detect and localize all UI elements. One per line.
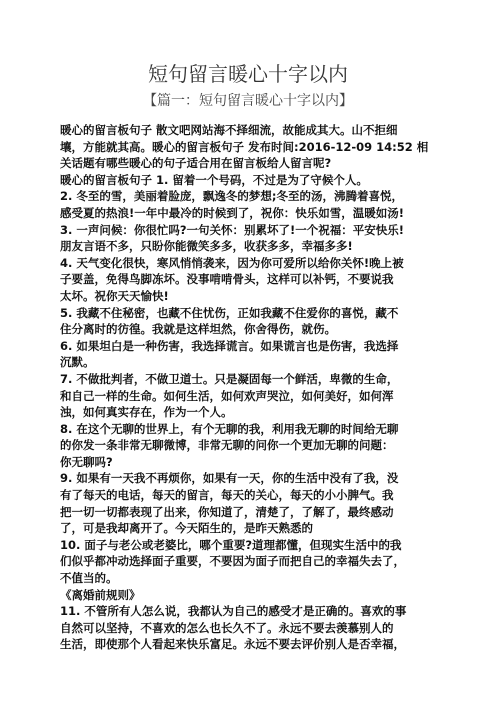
body-line: 浊，如何真实存在，作为一个人。	[60, 405, 233, 420]
body-line: 10. 面子与老公或老婆比，哪个重要?道理都懂，但现实生活中的我	[60, 537, 402, 552]
body-line: 朋友言语不多，只盼你能微笑多多，收获多多，幸福多多!	[60, 239, 353, 254]
body-line: 不值当的。	[60, 571, 118, 586]
body-line: 有了每天的电话，每天的留言，每天的关心，每天的小小脾气。我	[60, 488, 394, 503]
body-line: 4. 天气变化很快，寒风悄悄袭来，因为你可爱所以给你关怀!晚上被	[60, 255, 404, 270]
body-line: 自然可以坚持，不喜欢的怎么也长久不了。永远不要去羡慕别人的	[60, 620, 394, 635]
body-line: 暖心的留言板句子 1. 留着一个号码，不过是为了守候个人。	[60, 172, 368, 187]
body-line: 9. 如果有一天我不再烦你，如果有一天，你的生活中没有了我，没	[60, 471, 399, 486]
body-line: 把一切一切都表现了出来，你知道了，清楚了，了解了，最终感动	[60, 504, 394, 519]
body-line: 感受夏的热浪!一年中最冷的时候到了，祝你：快乐如雪，温暖如汤!	[60, 205, 404, 220]
body-line: 7. 不做批判者，不做卫道士。只是凝固每一个鲜活，卑微的生命，	[60, 371, 399, 386]
body-line: 沉默。	[60, 355, 95, 370]
body-line: 们似乎都冲动选择面子重要，不要因为面子而把自己的幸福失去了，	[60, 554, 405, 569]
body-line: 关话题有哪些暖心的句子适合用在留言板给人留言呢?	[60, 156, 332, 171]
body-line: 5. 我藏不住秘密，也藏不住忧伤，正如我藏不住爱你的喜悦，藏不	[60, 305, 399, 320]
body-line: 太坏。祝你天天愉快!	[60, 288, 169, 303]
body-line: 生活，即使那个人看起来快乐富足。永远不要去评价别人是否幸福，	[60, 637, 405, 652]
body-line: 《离婚前规则》	[60, 587, 141, 602]
body-line: 和自己一样的生命。如何生活，如何欢声哭泣，如何美好，如何浑	[60, 388, 394, 403]
page-subtitle: 【篇一：短句留言暖心十字以内】	[143, 93, 353, 109]
body-line: 的你发一条非常无聊微博，非常无聊的问你一个更加无聊的问题：	[60, 438, 394, 453]
body-line: 11. 不管所有人怎么说，我都认为自己的感受才是正确的。喜欢的事	[60, 604, 407, 619]
body-line: 暖心的留言板句子 散文吧网站海不择细流，故能成其大。山不拒细	[60, 123, 398, 137]
body-line: 了，可是我却离开了。今天陌生的，是昨天熟悉的	[60, 521, 313, 536]
body-line: 壤，方能就其高。暖心的留言板句子 发布时间:2016-12-09 14:52 相	[60, 139, 429, 154]
body-line: 3. 一声问候：你很忙吗?一句关怀：别累坏了!一个祝福：平安快乐!	[60, 222, 405, 237]
body-line: 你无聊吗?	[60, 454, 113, 469]
body-line: 8. 在这个无聊的世界上，有个无聊的我，利用我无聊的时间给无聊	[60, 421, 399, 436]
body-line: 2. 冬至的雪，美丽着脸庞，飘逸冬的梦想;冬至的汤，沸腾着喜悦，	[60, 189, 403, 204]
body-line: 6. 如果坦白是一种伤害，我选择谎言。如果谎言也是伤害，我选择	[60, 338, 399, 353]
page-title: 短句留言暖心十字以内	[148, 62, 348, 86]
body-line: 住分离时的彷徨。我就是这样坦然，你舍得伤，就伤。	[60, 322, 336, 337]
document-body	[60, 122, 440, 653]
body-line: 子要盖，免得鸟脚冻坏。没事啃啃骨头，这样可以补钙，不要说我	[60, 272, 394, 287]
